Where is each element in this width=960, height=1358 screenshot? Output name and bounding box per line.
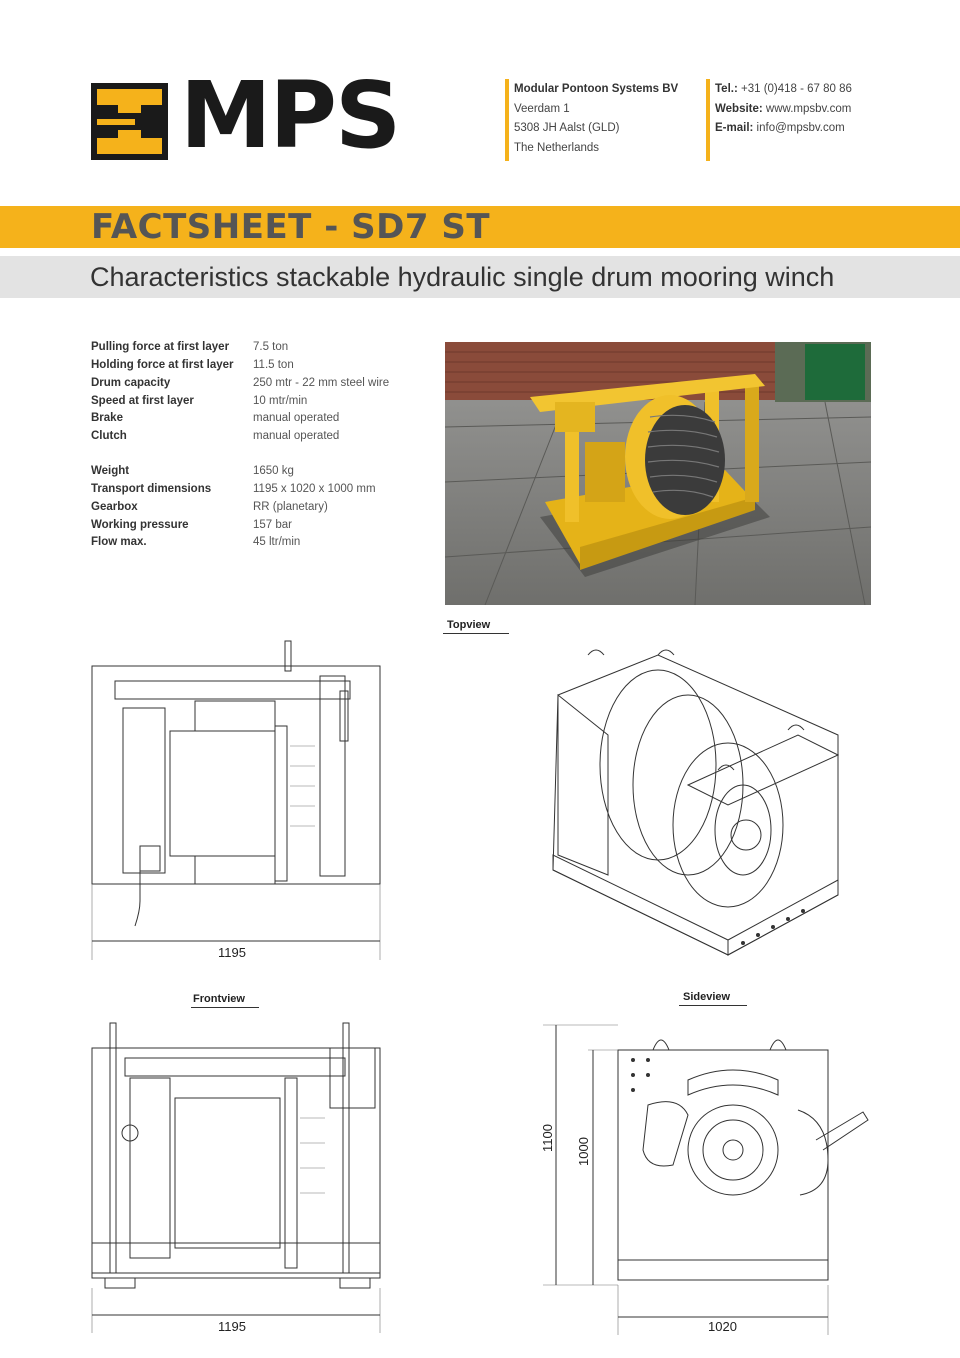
- sideview-height-outer-dimension: 1100: [540, 1124, 555, 1152]
- mps-logo-mark: [91, 83, 168, 160]
- spec-row: [91, 516, 292, 534]
- frontview-width-dimension: 1195: [218, 1319, 246, 1334]
- company-contact: [715, 80, 852, 139]
- spec-row: [91, 533, 300, 551]
- spec-label: Pulling force at first layer: [91, 341, 230, 353]
- sideview-height-inner-dimension: 1000: [576, 1137, 591, 1166]
- topview-underline: [443, 633, 509, 634]
- winch-photo: [445, 342, 871, 605]
- website-link[interactable]: www.mpsbv.com: [765, 102, 852, 115]
- spec-value: 1195 x 1020 x 1000 mm: [253, 483, 376, 495]
- spec-value: 11.5 ton: [253, 359, 294, 371]
- spec-label: Clutch: [91, 430, 127, 442]
- spec-row: [91, 480, 376, 498]
- spec-row: [91, 338, 288, 356]
- spec-value: 45 ltr/min: [253, 536, 301, 548]
- spec-row: [91, 392, 307, 410]
- sideview-underline: [679, 1005, 747, 1006]
- company-address: [514, 80, 678, 158]
- spec-row: [91, 498, 328, 516]
- frontview-drawing: [85, 1018, 390, 1336]
- email-label: E-mail:: [715, 122, 754, 134]
- spec-value: 157 bar: [253, 519, 293, 531]
- website-label: Website:: [715, 102, 763, 115]
- spec-row: [91, 356, 294, 374]
- spec-label: Transport dimensions: [91, 483, 212, 495]
- topview-label: Topview: [447, 619, 491, 631]
- email-link[interactable]: info@mpsbv.com: [756, 122, 845, 134]
- spec-label: Weight: [91, 465, 130, 477]
- spec-label: Gearbox: [91, 501, 138, 513]
- isometric-drawing: [548, 645, 868, 970]
- sideview-drawing: [538, 1020, 873, 1338]
- spec-label: Working pressure: [91, 519, 189, 531]
- spec-value: 250 mtr - 22 mm steel wire: [253, 377, 390, 389]
- tel-value: +31 (0)418 - 67 80 86: [741, 83, 852, 95]
- spec-value: manual operated: [253, 430, 340, 442]
- spec-label: Holding force at first layer: [91, 359, 234, 371]
- spec-row: [91, 427, 339, 445]
- spec-row: [91, 374, 389, 392]
- topview-drawing: [85, 636, 390, 966]
- page-subtitle: Characteristics stackable hydraulic single drum mooring winch: [90, 262, 835, 292]
- company-name: Modular Pontoon Systems BV: [514, 83, 679, 95]
- spec-value: 1650 kg: [253, 465, 294, 477]
- spec-value: RR (planetary): [253, 501, 328, 513]
- spec-label: Speed at first layer: [91, 395, 194, 407]
- spec-label: Flow max.: [91, 536, 147, 548]
- spec-row: [91, 462, 294, 480]
- frontview-underline: [191, 1007, 259, 1008]
- company-street: Veerdam 1: [514, 102, 570, 115]
- spec-value: 10 mtr/min: [253, 395, 308, 407]
- company-postal: 5308 JH Aalst (GLD): [514, 122, 620, 134]
- sideview-label: Sideview: [683, 991, 731, 1003]
- company-country: The Netherlands: [514, 141, 600, 154]
- mps-logo-text: MPS: [180, 62, 400, 169]
- frontview-label: Frontview: [193, 993, 245, 1005]
- spec-row: [91, 409, 339, 427]
- sideview-width-dimension: 1020: [708, 1319, 737, 1334]
- spec-label: Brake: [91, 412, 123, 424]
- spec-value: 7.5 ton: [253, 341, 289, 353]
- page-title: FACTSHEET - SD7 ST: [91, 207, 491, 247]
- tel-label: Tel.:: [715, 83, 738, 95]
- spec-value: manual operated: [253, 412, 340, 424]
- address-accent-bar: [505, 79, 509, 161]
- contact-accent-bar: [706, 79, 710, 161]
- spec-label: Drum capacity: [91, 377, 171, 389]
- topview-width-dimension: 1195: [218, 945, 246, 960]
